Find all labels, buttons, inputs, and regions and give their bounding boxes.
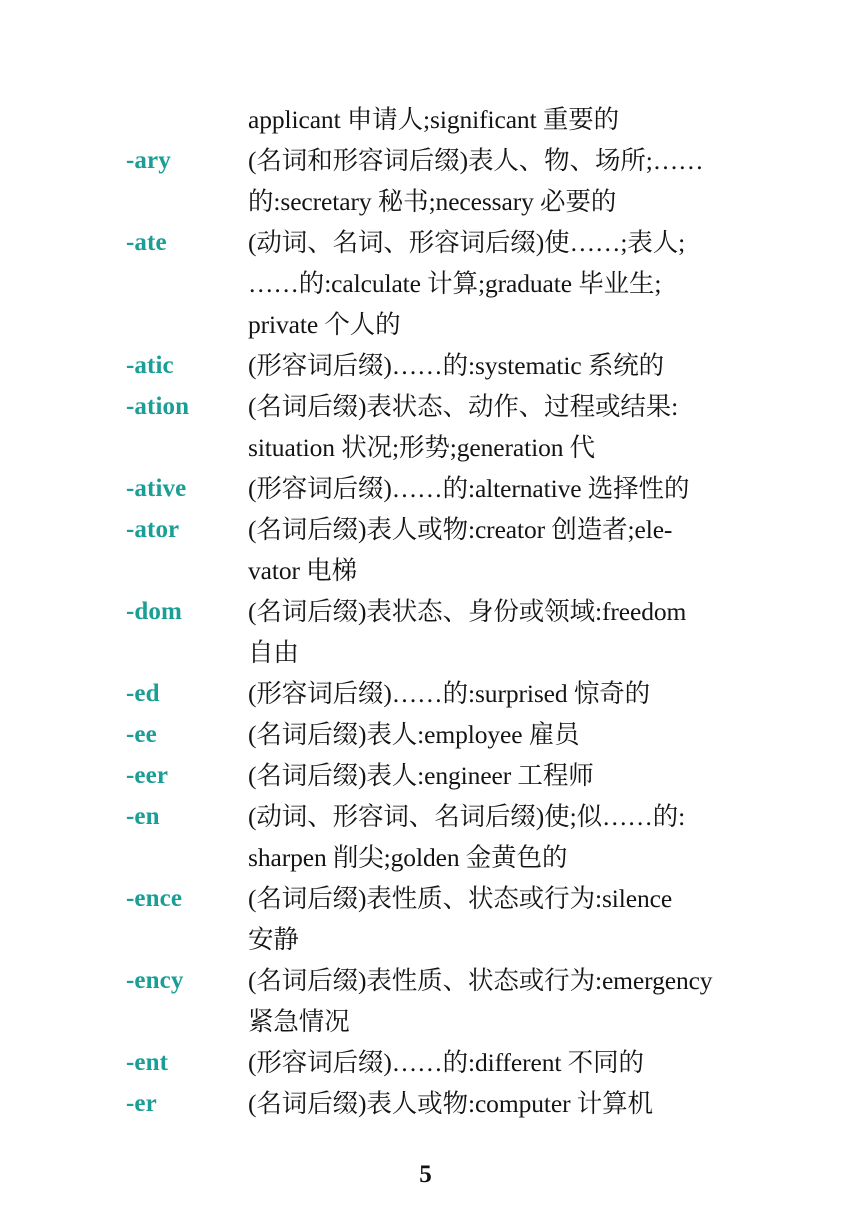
definition-line: (形容词后缀)……的:systematic 系统的	[248, 351, 665, 380]
definition-line: (名词后缀)表人或物:computer 计算机	[248, 1089, 653, 1118]
suffix-entry-row	[126, 386, 746, 468]
suffix-definition	[248, 222, 746, 345]
definition-line: (形容词后缀)……的:different 不同的	[248, 1048, 644, 1077]
suffix-entry-row	[126, 673, 746, 714]
definition-line: ……的:calculate 计算;graduate 毕业生;	[248, 269, 662, 298]
suffix-label: -ed	[126, 680, 160, 707]
suffix-label: -atic	[126, 352, 174, 379]
suffix-label: -ee	[126, 721, 157, 748]
suffix-entry-row	[126, 591, 746, 673]
suffix-definition	[248, 1042, 746, 1083]
suffix-entry-row	[126, 714, 746, 755]
suffix-definition	[248, 99, 746, 140]
suffix-entry-row	[126, 468, 746, 509]
suffix-definition	[248, 386, 746, 468]
definition-line: (名词后缀)表人:employee 雇员	[248, 720, 580, 749]
suffix-label: -ence	[126, 885, 183, 912]
suffix-label: -ative	[126, 475, 187, 502]
suffix-label: -ent	[126, 1049, 169, 1076]
suffix-label: -ation	[126, 393, 190, 420]
suffix-entry-row	[126, 755, 746, 796]
definition-line: 安静	[248, 925, 299, 954]
definition-line: (名词和形容词后缀)表人、物、场所;……	[248, 146, 704, 175]
suffix-entry-row	[126, 1083, 746, 1124]
definition-line: 自由	[248, 638, 299, 667]
suffix-entry-row	[126, 509, 746, 591]
page-number: 5	[419, 1161, 432, 1188]
suffix-definition	[248, 714, 746, 755]
suffix-entry-list	[126, 99, 746, 1124]
suffix-label: -dom	[126, 598, 182, 625]
suffix-definition	[248, 509, 746, 591]
definition-line: sharpen 削尖;golden 金黄色的	[248, 843, 568, 872]
suffix-label: -er	[126, 1090, 157, 1117]
definition-line: (名词后缀)表状态、身份或领域:freedom	[248, 597, 687, 626]
suffix-label: -eer	[126, 762, 169, 789]
definition-line: applicant 申请人;significant 重要的	[248, 105, 620, 134]
suffix-entry-row	[126, 1042, 746, 1083]
definition-line: private 个人的	[248, 310, 401, 339]
suffix-definition	[248, 468, 746, 509]
definition-line: (动词、名词、形容词后缀)使……;表人;	[248, 228, 686, 257]
definition-line: (名词后缀)表性质、状态或行为:silence	[248, 884, 673, 913]
suffix-entry-row	[126, 222, 746, 345]
suffix-definition	[248, 345, 746, 386]
suffix-definition	[248, 673, 746, 714]
definition-line: (名词后缀)表人或物:creator 创造者;ele-	[248, 515, 673, 544]
suffix-entry-row	[126, 796, 746, 878]
suffix-definition	[248, 140, 746, 222]
suffix-entry-row	[126, 140, 746, 222]
definition-line: (动词、形容词、名词后缀)使;似……的:	[248, 802, 686, 831]
definition-line: (名词后缀)表状态、动作、过程或结果:	[248, 392, 679, 421]
suffix-entry-continuation	[126, 99, 746, 140]
definition-line: (名词后缀)表人:engineer 工程师	[248, 761, 594, 790]
definition-line: (形容词后缀)……的:surprised 惊奇的	[248, 679, 651, 708]
suffix-definition	[248, 960, 746, 1042]
definition-line: situation 状况;形势;generation 代	[248, 433, 596, 462]
suffix-definition	[248, 755, 746, 796]
suffix-definition	[248, 1083, 746, 1124]
definition-line: (名词后缀)表性质、状态或行为:emergency	[248, 966, 713, 995]
definition-line: (形容词后缀)……的:alternative 选择性的	[248, 474, 690, 503]
definition-line: vator 电梯	[248, 556, 357, 585]
suffix-label: -ate	[126, 229, 167, 256]
suffix-definition	[248, 796, 746, 878]
suffix-label: -ency	[126, 967, 184, 994]
suffix-definition	[248, 591, 746, 673]
suffix-label: -en	[126, 803, 160, 830]
suffix-label: -ator	[126, 516, 180, 543]
suffix-entry-row	[126, 960, 746, 1042]
suffix-definition	[248, 878, 746, 960]
definition-line: 紧急情况	[248, 1007, 350, 1036]
suffix-entry-row	[126, 878, 746, 960]
suffix-entry-row	[126, 345, 746, 386]
definition-line: 的:secretary 秘书;necessary 必要的	[248, 187, 617, 216]
suffix-label: -ary	[126, 147, 171, 174]
